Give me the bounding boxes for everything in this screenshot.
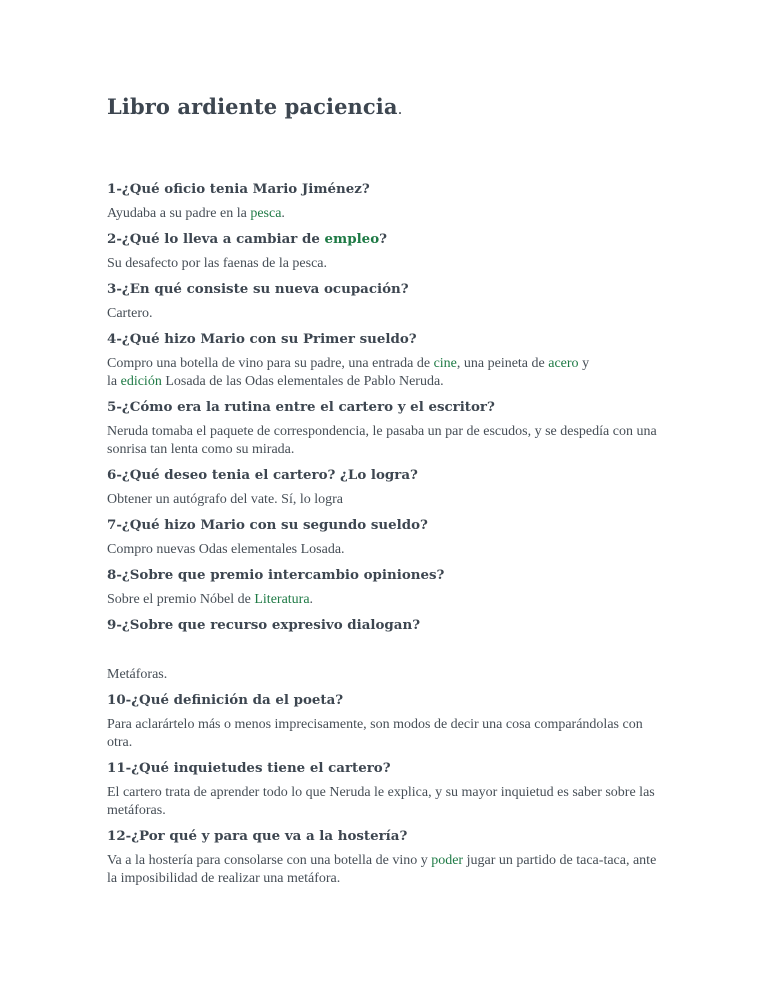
answer-5: Neruda tomaba el paquete de correspondencia, le pasaba un par de escudos, y se despedía con una sonrisa tan lenta como su mirada. [107, 424, 657, 457]
link-cine[interactable]: cine [433, 356, 457, 371]
answer-3: Cartero. [107, 306, 153, 321]
question-3: 3-¿En qué consiste su nueva ocupación? [107, 281, 409, 297]
question-11: 11-¿Qué inquietudes tiene el cartero? [107, 760, 391, 776]
answer-11: El cartero trata de aprender todo lo que Neruda le explica, y su mayor inquietud es saber sobre las metáforas. [107, 785, 655, 818]
question-5: 5-¿Cómo era la rutina entre el cartero y el escritor? [107, 399, 495, 415]
question-7: 7-¿Qué hizo Mario con su segundo sueldo? [107, 517, 428, 533]
link-empleo[interactable]: empleo [324, 231, 380, 247]
link-acero[interactable]: acero [548, 356, 579, 371]
answer-4: Compro una botella de vino para su padre, una entrada de cine, una peineta de acero y la edición Losada de las Odas elementales de Pablo Neruda. [107, 356, 590, 389]
document-title [107, 94, 402, 119]
link-poder[interactable]: poder [431, 853, 464, 868]
title-period: . [397, 100, 403, 118]
link-edicion[interactable]: edición [120, 374, 162, 389]
answer-2: Su desafecto por las faenas de la pesca. [107, 256, 328, 271]
answer-1: Ayudaba a su padre en la pesca. [107, 206, 285, 221]
question-10: 10-¿Qué definición da el poeta? [107, 692, 344, 708]
answer-6: Obtener un autógrafo del vate. Sí, lo logra [107, 492, 343, 507]
answer-12: Va a la hostería para consolarse con una botella de vino y poder jugar un partido de taca-taca, ante la imposibilidad de realizar una metáfora. [107, 853, 657, 886]
answer-10: Para aclarártelo más o menos imprecisamente, son modos de decir una cosa comparándolas con otra. [107, 717, 643, 750]
qa-list [107, 180, 667, 895]
link-pesca[interactable]: pesca [250, 206, 282, 221]
question-12: 12-¿Por qué y para que va a la hostería? [107, 828, 408, 844]
answer-8: Sobre el premio Nóbel de Literatura. [107, 592, 314, 607]
question-6: 6-¿Qué deseo tenia el cartero? ¿Lo logra? [107, 467, 418, 483]
spacer [107, 641, 667, 666]
question-4: 4-¿Qué hizo Mario con su Primer sueldo? [107, 331, 417, 347]
question-2: 2-¿Qué lo lleva a cambiar de empleo? [107, 231, 387, 247]
question-8: 8-¿Sobre que premio intercambio opiniones? [107, 567, 445, 583]
answer-7: Compro nuevas Odas elementales Losada. [107, 542, 345, 557]
answer-9: Metáforas. [107, 667, 168, 682]
question-9: 9-¿Sobre que recurso expresivo dialogan? [107, 617, 421, 633]
question-1: 1-¿Qué oficio tenia Mario Jiménez? [107, 181, 370, 197]
link-literatura[interactable]: Literatura [254, 592, 310, 607]
title-text: Libro ardiente paciencia [107, 94, 398, 119]
